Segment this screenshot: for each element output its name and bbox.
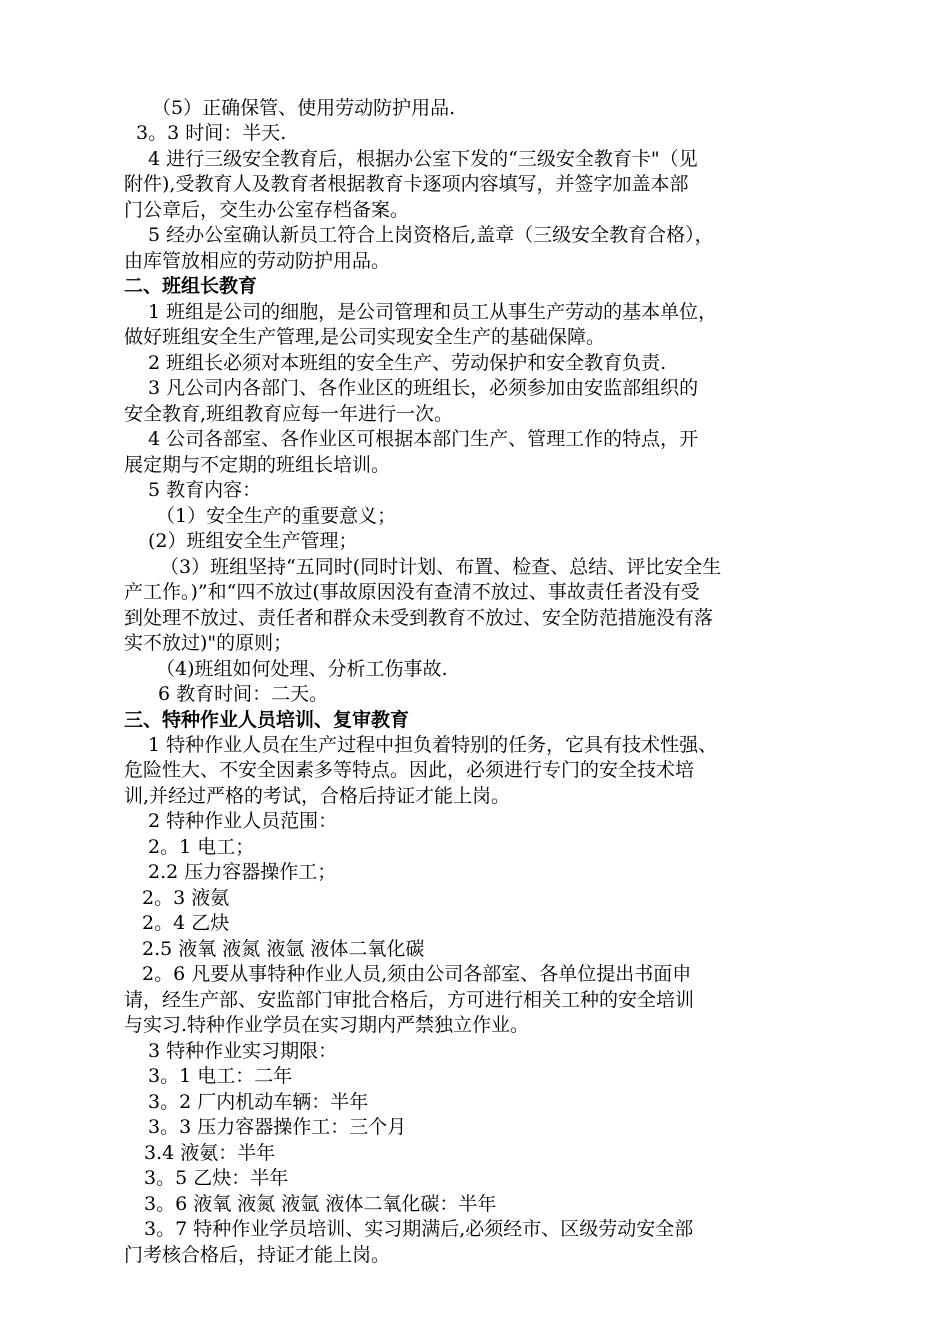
text-line: （3）班组坚持“五同时(同时计划、布置、检查、总结、评比安全生 [160,555,722,578]
text-line: 2。3 液氨 [142,886,230,909]
text-line: 2。4 乙炔 [142,912,230,935]
text-line: 5 经办公室确认新员工符合上岗资格后,盖章（三级安全教育合格）， [148,224,714,247]
text-line: 门考核合格后，持证才能上岗。 [124,1243,391,1266]
text-line: 附件),受教育人及教育者根据教育卡逐项内容填写，并签字加盖本部 [124,173,689,196]
text-line: 3.4 液氨：半年 [144,1141,276,1164]
text-line: 3 凡公司内各部门、各作业区的班组长，必须参加由安监部组织的 [148,377,699,400]
text-line: 门公章后，交生办公室存档备案。 [124,198,410,221]
text-line: 2。6 凡要从事特种作业人员,须由公司各部室、各单位提出书面申 [142,963,692,986]
text-line: （4)班组如何处理、分析工伤事故. [156,657,448,680]
text-line: 2.5 液氧 液氮 液氩 液体二氧化碳 [142,937,425,960]
text-line: 由库管放相应的劳动防护用品。 [124,249,391,272]
text-line: （5）正确保管、使用劳动防护用品. [152,97,456,119]
text-line: 危险性大、不安全因素多等特点。因此，必须进行专门的安全技术培 [124,759,695,782]
text-line: 4 公司各部室、各作业区可根据本部门生产、管理工作的特点，开 [148,428,699,451]
text-line: 3。5 乙炔：半年 [144,1167,289,1190]
text-line: 1 班组是公司的细胞，是公司管理和员工从事生产劳动的基本单位， [148,300,718,323]
section-heading: 二、班组长教育 [124,275,258,298]
text-line: 3。2 厂内机动车辆：半年 [148,1090,369,1113]
text-line: 训,并经过严格的考试，合格后持证才能上岗。 [124,784,511,807]
text-line: 2 班组长必须对本班组的安全生产、劳动保护和安全教育负责. [148,351,667,374]
text-line: 3。3 时间：半天. [136,122,287,145]
text-line: 到处理不放过、责任者和群众未受到教育不放过、安全防范措施没有落 [124,606,714,629]
text-line: 6 教育时间：二天。 [158,683,329,706]
text-line: 2 特种作业人员范围： [148,810,338,833]
text-line: 1 特种作业人员在生产过程中担负着特别的任务，它具有技术性强、 [148,734,718,756]
text-line: (2）班组安全生产管理； [148,530,358,553]
text-line: 展定期与不定期的班组长培训。 [124,453,391,476]
text-line: 2.2 压力容器操作工； [148,861,337,884]
text-line: 实不放过)"的原则； [124,632,293,655]
text-line: 做好班组安全生产管理,是公司实现安全生产的基础保障。 [124,326,606,349]
section-heading: 三、特种作业人员培训、复审教育 [124,708,410,731]
text-line: 3。3 压力容器操作工：三个月 [148,1116,407,1139]
text-line: 5 教育内容： [148,479,262,502]
text-line: （1）安全生产的重要意义； [156,504,397,527]
text-line: 3。6 液氧 液氮 液氩 液体二氧化碳：半年 [144,1192,497,1215]
text-line: 3。1 电工：二年 [148,1065,293,1088]
text-line: 2。1 电工； [148,835,255,858]
text-line: 安全教育,班组教育应每一年进行一次。 [124,402,454,425]
text-line: 请，经生产部、安监部门审批合格后，方可进行相关工种的安全培训 [124,988,695,1011]
text-line: 3 特种作业实习期限： [148,1039,338,1062]
text-line: 4 进行三级安全教育后，根据办公室下发的“三级安全教育卡"（见 [148,147,698,170]
text-line: 产工作。)”和“四不放过(事故原因没有查清不放过、事故责任者没有受 [124,581,700,604]
text-line: 与实习.特种作业学员在实习期内严禁独立作业。 [124,1014,530,1037]
text-line: 3。7 特种作业学员培训、实习期满后,必须经市、区级劳动安全部 [144,1218,694,1241]
